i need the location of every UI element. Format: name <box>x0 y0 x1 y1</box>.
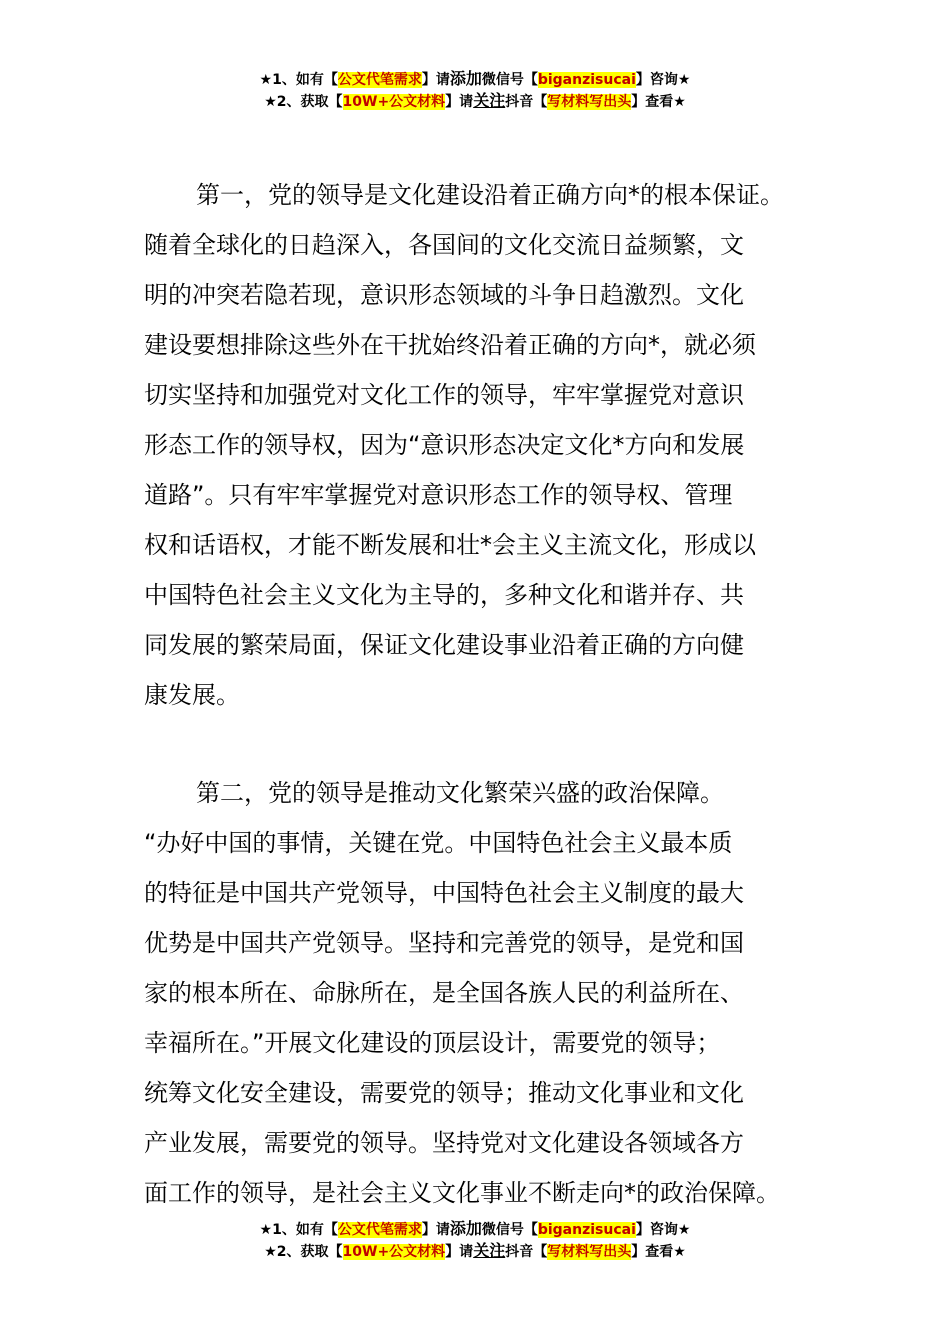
promo-emphasis: 关注 <box>473 91 506 110</box>
promo-douyin-id: 写材料写出头 <box>547 94 632 110</box>
top-promo-banner <box>0 68 950 112</box>
bottom-promo-banner <box>0 1218 950 1262</box>
promo-line-1 <box>0 68 950 90</box>
paragraph-line: 的特征是中国共产党领导，中国特色社会主义制度的最大 <box>144 879 744 907</box>
paragraph-line: 第二，党的领导是推动文化繁荣兴盛的政治保障。 <box>196 779 724 807</box>
paragraph-1 <box>144 170 816 720</box>
promo-highlight: 10W+公文材料 <box>342 94 446 110</box>
paragraph-line: 康发展。 <box>144 681 240 709</box>
promo-text: 抖音【 <box>505 1244 548 1260</box>
promo-text: 】咨询★ <box>635 1222 691 1238</box>
paragraph-line: 随着全球化的日趋深入，各国间的文化交流日益频繁，文 <box>144 231 744 259</box>
promo-emphasis: 添加 <box>449 69 482 88</box>
paragraph-line: 家的根本所在、命脉所在，是全国各族人民的利益所在、 <box>144 979 744 1007</box>
promo-line-1 <box>0 1218 950 1240</box>
paragraph-line: “办好中国的事情，关键在党。中国特色社会主义最本质 <box>144 829 733 857</box>
promo-emphasis: 关注 <box>473 1241 506 1260</box>
paragraph-line: 面工作的领导，是社会主义文化事业不断走向*的政治保障。 <box>144 1179 780 1207</box>
promo-wechat-id: biganzisucai <box>537 72 636 88</box>
paragraph-line: 形态工作的领导权，因为“意识形态决定文化*方向和发展 <box>144 431 745 459</box>
promo-line-2 <box>0 90 950 112</box>
paragraph-line: 道路”。只有牢牢掌握党对意识形态工作的领导权、管理 <box>144 481 733 509</box>
paragraph-line: 统筹文化安全建设，需要党的领导；推动文化事业和文化 <box>144 1079 744 1107</box>
paragraph-line: 幸福所在。”开展文化建设的顶层设计，需要党的领导； <box>144 1029 721 1057</box>
paragraph-line: 切实坚持和加强党对文化工作的领导，牢牢掌握党对意识 <box>144 381 744 409</box>
promo-text: 抖音【 <box>505 94 548 110</box>
promo-text: 】请 <box>445 1244 474 1260</box>
promo-text: ★2、获取【 <box>264 94 343 110</box>
promo-line-2 <box>0 1240 950 1262</box>
promo-douyin-id: 写材料写出头 <box>547 1244 632 1260</box>
paragraph-line: 权和话语权，才能不断发展和壮*会主义主流文化，形成以 <box>144 531 756 559</box>
paragraph-line: 第一，党的领导是文化建设沿着正确方向*的根本保证。 <box>196 181 784 209</box>
promo-text: 微信号【 <box>481 72 538 88</box>
paragraph-line: 产业发展，需要党的领导。坚持党对文化建设各领域各方 <box>144 1129 744 1157</box>
promo-emphasis: 添加 <box>449 1219 482 1238</box>
paragraph-line: 建设要想排除这些外在干扰始终沿着正确的方向*，就必须 <box>144 331 756 359</box>
promo-text: ★1、如有【 <box>259 72 338 88</box>
paragraph-line: 优势是中国共产党领导。坚持和完善党的领导，是党和国 <box>144 929 744 957</box>
promo-text: 微信号【 <box>481 1222 538 1238</box>
promo-text: 】请 <box>421 1222 450 1238</box>
promo-text: 】查看★ <box>631 94 686 110</box>
promo-highlight: 10W+公文材料 <box>342 1244 446 1260</box>
paragraph-2 <box>144 768 816 1218</box>
paragraph-line: 明的冲突若隐若现，意识形态领域的斗争日趋激烈。文化 <box>144 281 744 309</box>
promo-text: 】请 <box>445 94 474 110</box>
promo-text: 】查看★ <box>631 1244 686 1260</box>
promo-highlight: 公文代笔需求 <box>337 72 422 88</box>
paragraph-line: 同发展的繁荣局面，保证文化建设事业沿着正确的方向健 <box>144 631 744 659</box>
promo-text: 】咨询★ <box>635 72 691 88</box>
paragraph-line: 中国特色社会主义文化为主导的，多种文化和谐并存、共 <box>144 581 744 609</box>
promo-highlight: 公文代笔需求 <box>337 1222 422 1238</box>
promo-text: ★1、如有【 <box>259 1222 338 1238</box>
promo-text: 】请 <box>421 72 450 88</box>
promo-text: ★2、获取【 <box>264 1244 343 1260</box>
promo-wechat-id: biganzisucai <box>537 1222 636 1238</box>
